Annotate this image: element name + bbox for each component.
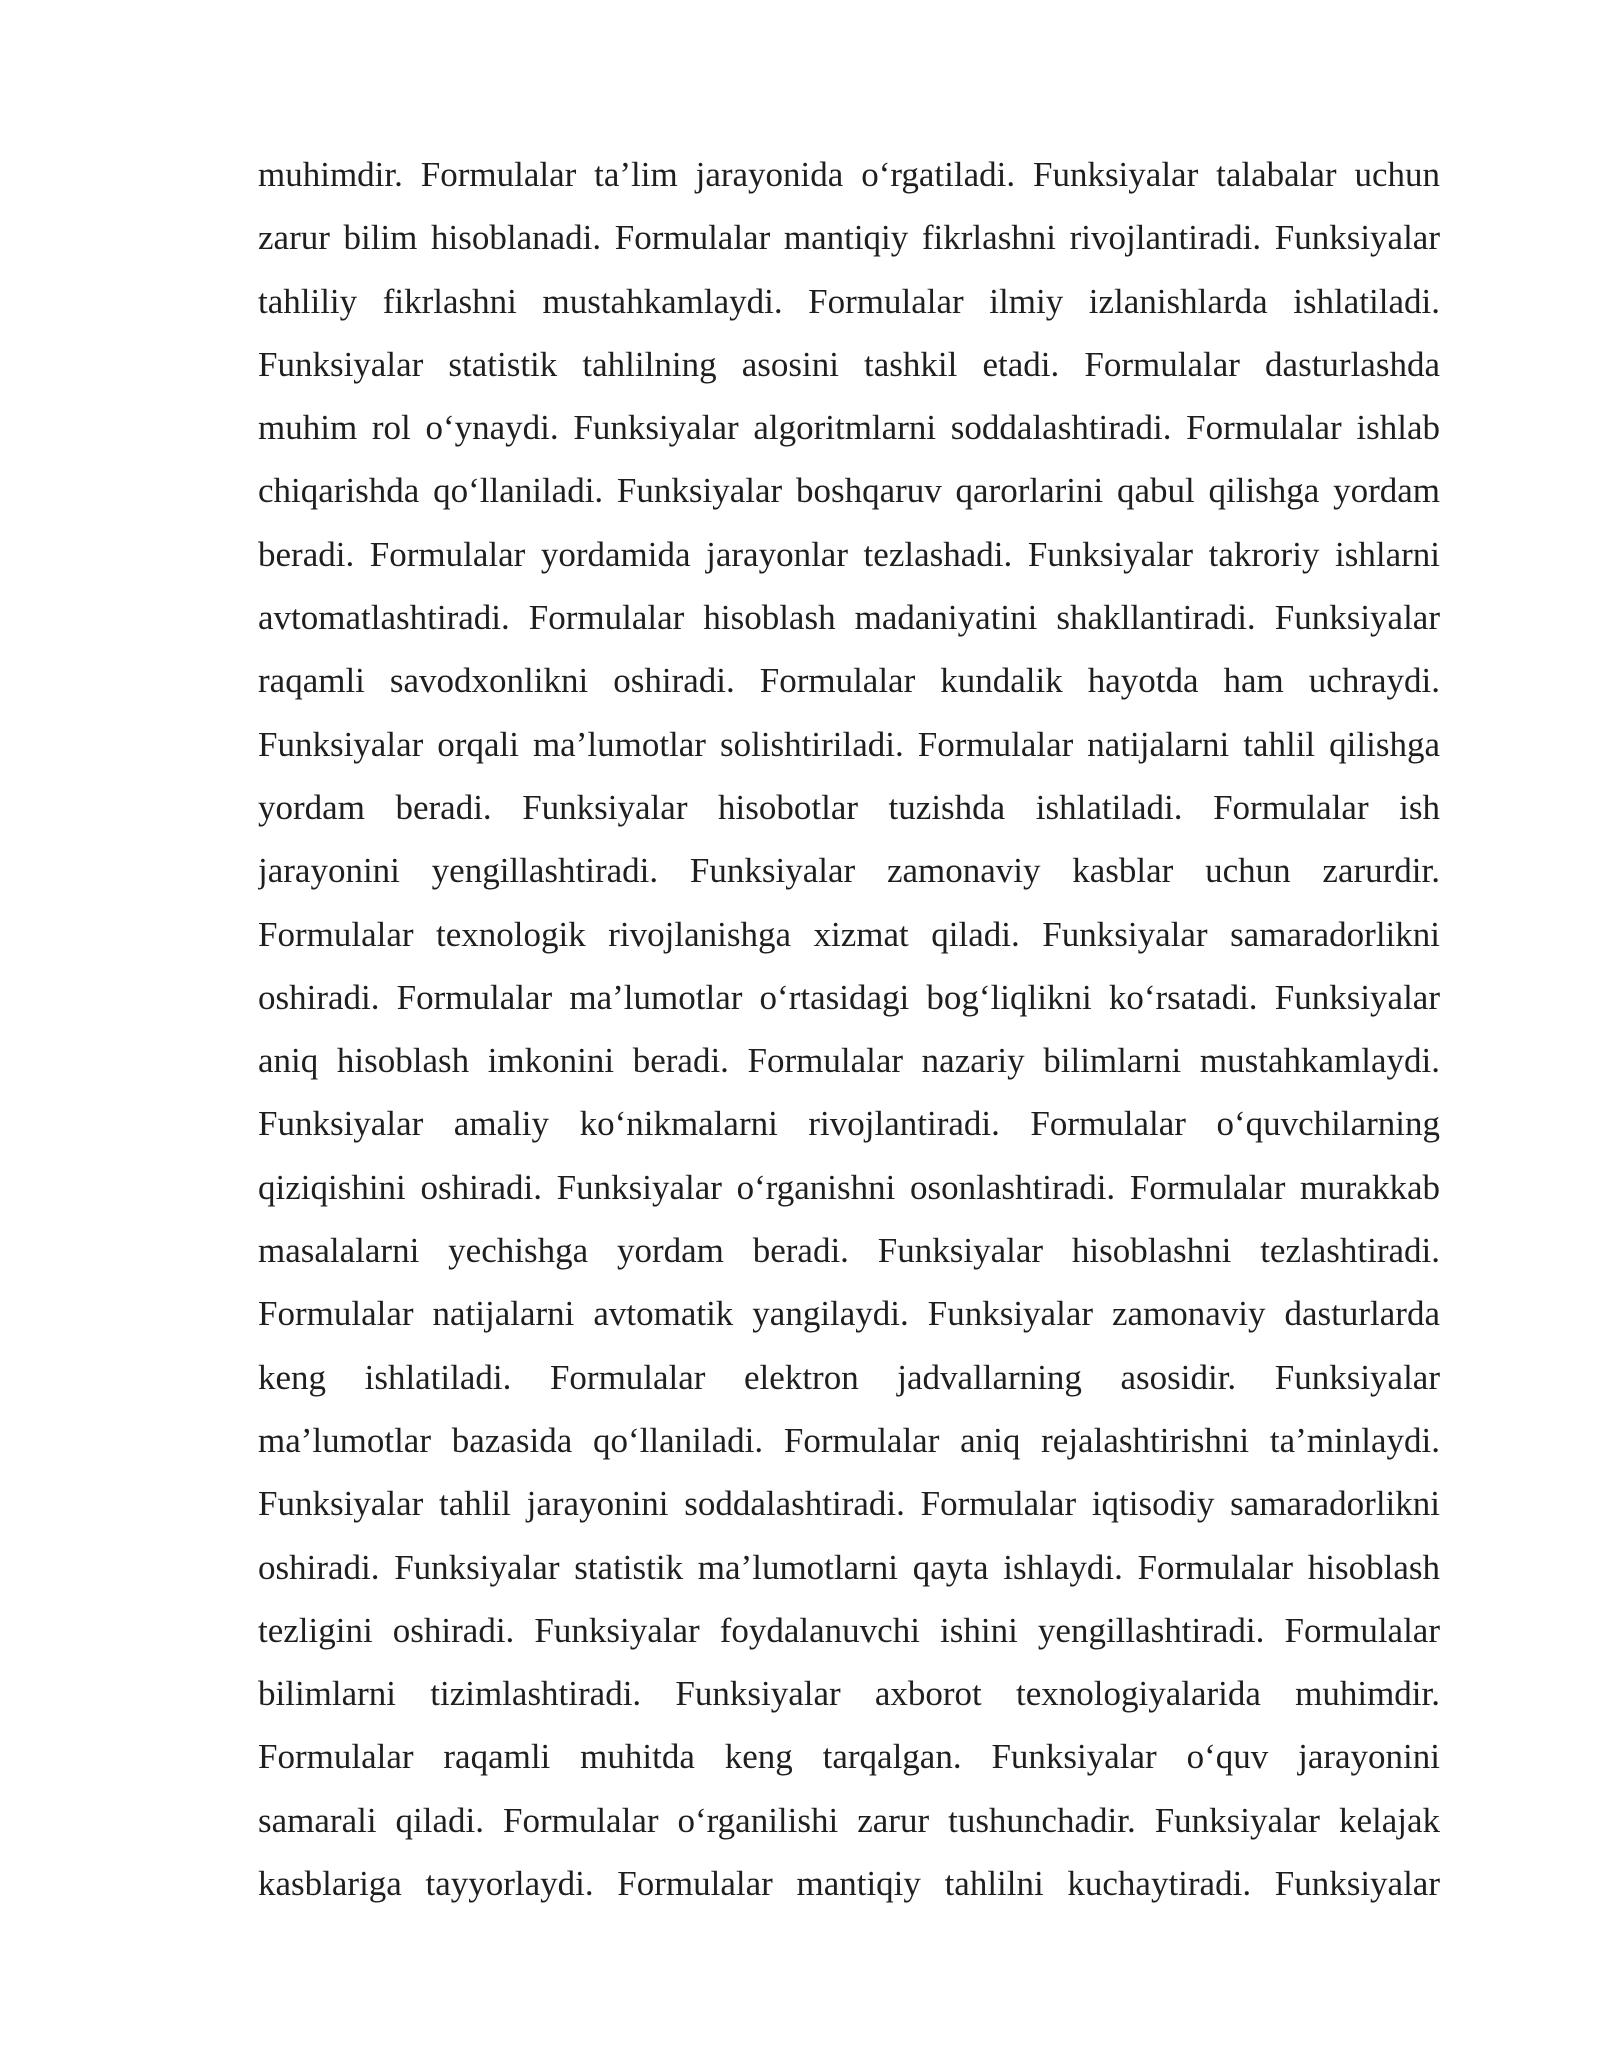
text-line: Funksiyalar orqali ma’lumotlar solishtiriladi. Formulalar natijalarni tahlil qilishga bbox=[258, 724, 1440, 764]
text-line: masalalarni yechishga yordam beradi. Funksiyalar hisoblashni tezlashtiradi. bbox=[258, 1231, 1440, 1271]
text-line: Funksiyalar statistik tahlilning asosini tashkil etadi. Formulalar dasturlashda bbox=[258, 344, 1440, 384]
text-line: yordam beradi. Funksiyalar hisobotlar tuzishda ishlatiladi. Formulalar ish bbox=[258, 787, 1440, 827]
text-line: jarayonini yengillashtiradi. Funksiyalar zamonaviy kasblar uchun zarurdir. bbox=[258, 851, 1440, 891]
text-line: muhimdir. Formulalar ta’lim jarayonida o‘rgatiladi. Funksiyalar talabalar uchun bbox=[258, 155, 1440, 194]
text-line: kasblariga tayyorlaydi. Formulalar mantiqiy tahlilni kuchaytiradi. Funksiyalar bbox=[258, 1864, 1440, 1904]
text-line: zarur bilim hisoblanadi. Formulalar mantiqiy fikrlashni rivojlantiradi. Funksiyalar bbox=[258, 218, 1440, 258]
text-line: tahliliy fikrlashni mustahkamlaydi. Formulalar ilmiy izlanishlarda ishlatiladi. bbox=[258, 281, 1440, 321]
text-line: bilimlarni tizimlashtiradi. Funksiyalar axborot texnologiyalarida muhimdir. bbox=[258, 1674, 1440, 1714]
text-line: keng ishlatiladi. Formulalar elektron jadvallarning asosidir. Funksiyalar bbox=[258, 1357, 1440, 1397]
text-line: beradi. Formulalar yordamida jarayonlar tezlashadi. Funksiyalar takroriy ishlarni bbox=[258, 534, 1440, 574]
text-line: samarali qiladi. Formulalar o‘rganilishi zarur tushunchadir. Funksiyalar kelajak bbox=[258, 1800, 1440, 1840]
text-line: muhim rol o‘ynaydi. Funksiyalar algoritmlarni soddalashtiradi. Formulalar ishlab bbox=[258, 408, 1440, 448]
text-line: ma’lumotlar bazasida qo‘llaniladi. Formulalar aniq rejalashtirishni ta’minlaydi. bbox=[258, 1420, 1440, 1460]
text-line: oshiradi. Formulalar ma’lumotlar o‘rtasidagi bog‘liqlikni ko‘rsatadi. Funksiyalar bbox=[258, 977, 1440, 1017]
text-line: raqamli savodxonlikni oshiradi. Formulalar kundalik hayotda ham uchraydi. bbox=[258, 661, 1440, 701]
text-line: oshiradi. Funksiyalar statistik ma’lumotlarni qayta ishlaydi. Formulalar hisoblash bbox=[258, 1547, 1440, 1587]
body-paragraph bbox=[258, 143, 1440, 1915]
text-line: Funksiyalar tahlil jarayonini soddalashtiradi. Formulalar iqtisodiy samaradorlikni bbox=[258, 1484, 1440, 1524]
text-line: Formulalar texnologik rivojlanishga xizmat qiladi. Funksiyalar samaradorlikni bbox=[258, 914, 1440, 954]
text-line: avtomatlashtiradi. Formulalar hisoblash madaniyatini shakllantiradi. Funksiyalar bbox=[258, 598, 1440, 638]
text-line: Formulalar natijalarni avtomatik yangilaydi. Funksiyalar zamonaviy dasturlarda bbox=[258, 1294, 1440, 1334]
text-line: Funksiyalar amaliy ko‘nikmalarni rivojlantiradi. Formulalar o‘quvchilarning bbox=[258, 1104, 1440, 1144]
text-line: chiqarishda qo‘llaniladi. Funksiyalar boshqaruv qarorlarini qabul qilishga yordam bbox=[258, 471, 1440, 511]
text-line: Formulalar raqamli muhitda keng tarqalgan. Funksiyalar o‘quv jarayonini bbox=[258, 1737, 1440, 1777]
text-line: tezligini oshiradi. Funksiyalar foydalanuvchi ishini yengillashtiradi. Formulalar bbox=[258, 1610, 1440, 1650]
text-line: aniq hisoblash imkonini beradi. Formulalar nazariy bilimlarni mustahkamlaydi. bbox=[258, 1041, 1440, 1081]
text-line: qiziqishini oshiradi. Funksiyalar o‘rganishni osonlashtiradi. Formulalar murakkab bbox=[258, 1167, 1440, 1207]
